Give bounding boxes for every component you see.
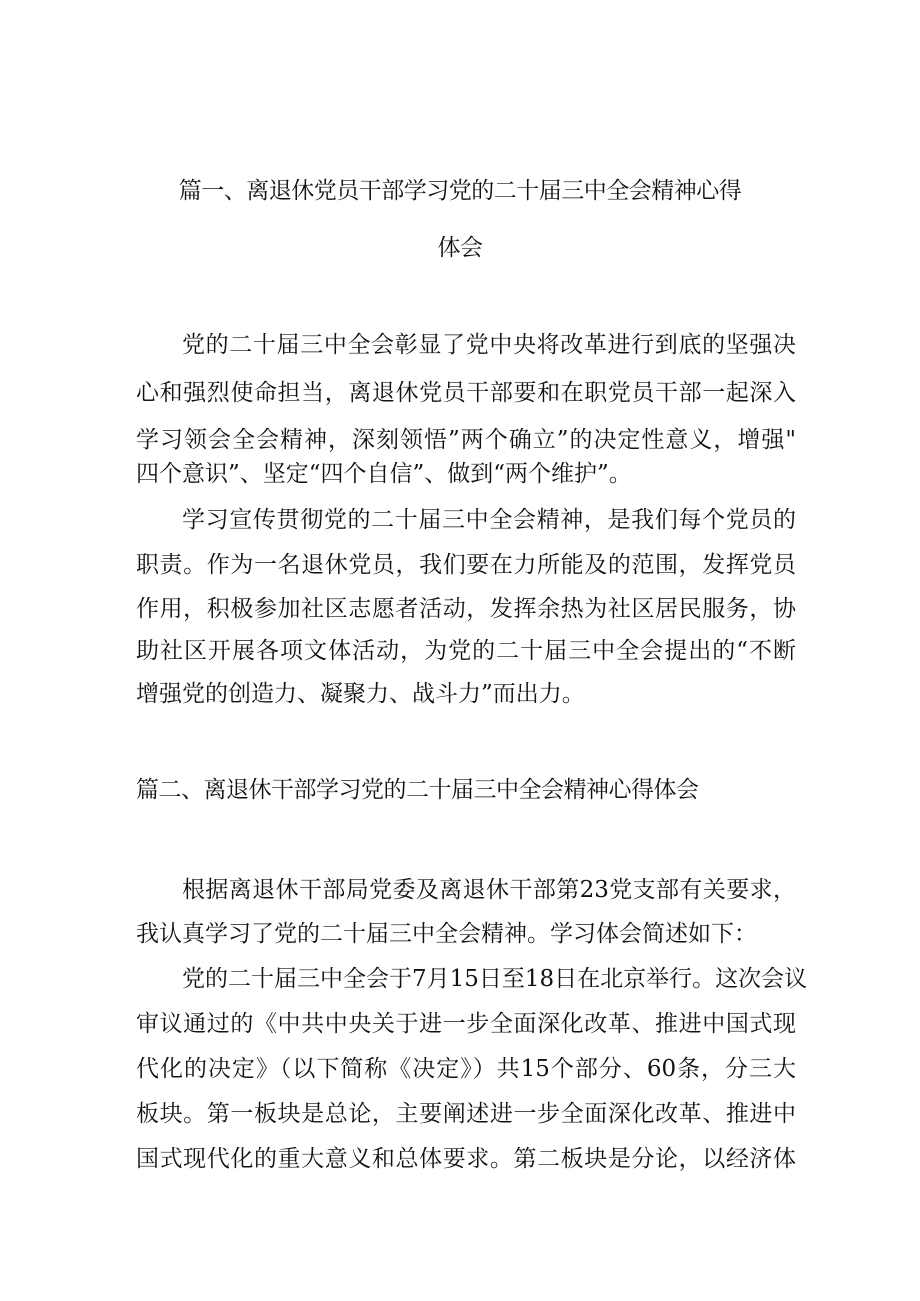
s1-p1-line2: 心和强烈使命担当，离退休党员干部要和在职党员干部一起深入 xyxy=(136,380,796,406)
section1-title-line1: 篇一、离退休党员干部学习党的二十届三中全会精神心得 xyxy=(178,178,742,204)
s2-p2-line3: 代化的决定》（以下简称《决定》）共15个部分、60条，分三大 xyxy=(136,1056,796,1082)
s1-p1-line1: 党的二十届三中全会彰显了党中央将改革进行到底的坚强决 xyxy=(182,332,796,358)
s2-p2-line5: 国式现代化的重大意义和总体要求。第二板块是分论，以经济体 xyxy=(136,1146,796,1172)
s2-p1-line1: 根据离退休干部局党委及离退休干部第23党支部有关要求， xyxy=(182,877,796,903)
s1-p2-line1: 学习宣传贯彻党的二十届三中全会精神，是我们每个党员的 xyxy=(182,507,796,533)
s1-p2-line3: 作用，积极参加社区志愿者活动，发挥余热为社区居民服务，协 xyxy=(136,596,796,622)
s1-p1-line3: 学习领会全会精神，深刻领悟”两个确立”的决定性意义，增强" xyxy=(136,427,796,453)
s2-p2-line2: 审议通过的《中共中央关于进一步全面深化改革、推进中国式现 xyxy=(136,1011,796,1037)
s1-p2-line2: 职责。作为一名退休党员，我们要在力所能及的范围，发挥党员 xyxy=(136,552,796,578)
s2-p2-line1: 党的二十届三中全会于7月15日至18日在北京举行。这次会议 xyxy=(182,966,808,992)
s1-p2-line4: 助社区开展各项文体活动，为党的二十届三中全会提出的“不断 xyxy=(136,638,796,664)
s1-p1-line4: 四个意识”、坚定“四个自信”、做到“两个维护”。 xyxy=(136,461,632,487)
s2-p1-line2: 我认真学习了党的二十届三中全会精神。学习体会简述如下： xyxy=(136,921,757,947)
section1-title-line2: 体会 xyxy=(437,235,483,261)
s2-p2-line4: 板块。第一板块是总论，主要阐述进一步全面深化改革、推进中 xyxy=(136,1101,796,1127)
s1-p2-line5: 增强党的创造力、凝聚力、战斗力”而出力。 xyxy=(136,681,585,707)
section2-title: 篇二、离退休干部学习党的二十届三中全会精神心得体会 xyxy=(136,777,699,803)
